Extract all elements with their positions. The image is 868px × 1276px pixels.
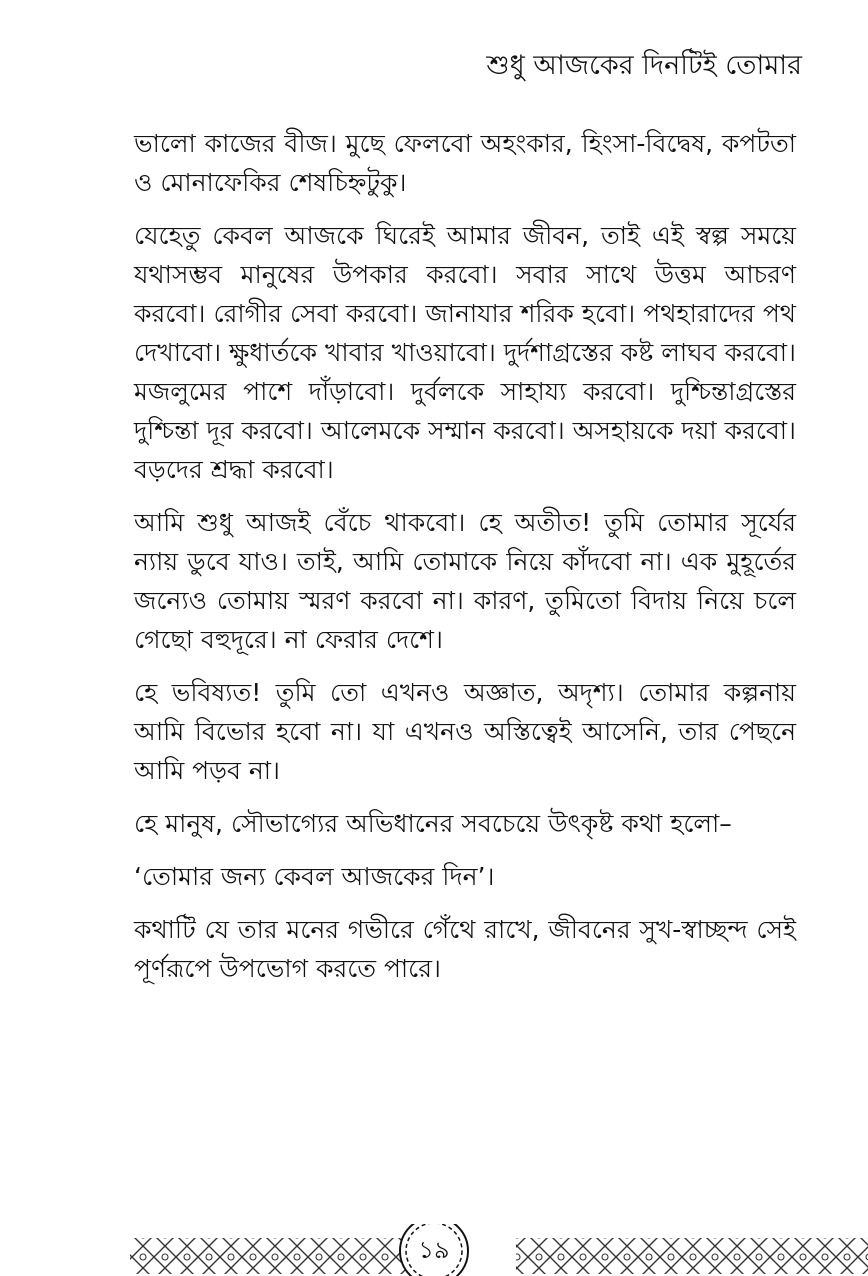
page-number: ১৯ <box>418 1236 450 1264</box>
ornament-band-left <box>130 1238 420 1274</box>
paragraph-2: যেহেতু কেবল আজকে ঘিরেই আমার জীবন, তাই এই স্বল্প সময়ে যথাসম্ভব মানুষের উপকার করবো। সবার সাথে উত্তম আচরণ করবো। রোগীর সেবা করবো। জানাযার শরিক হবো। পথহারাদের পথ দেখাবো। ক্ষুধার্তকে খাবার খাওয়াবো। দুর্দশাগ্রস্তের কষ্ট লাঘব করবো। মজলুমের পাশে দাঁড়াবো। দুর্বলকে সাহায্য করবো। দুশ্চিন্তাগ্রস্তের দুশ্চিন্তা দূর করবো। আলেমকে সম্মান করবো। অসহায়কে দয়া করবো। বড়দের শ্রদ্ধা করবো। <box>134 221 796 484</box>
running-header: শুধু আজকের দিনটিই তোমার <box>486 50 802 81</box>
ornament-band-right <box>516 1238 868 1274</box>
paragraph-4: হে ভবিষ্যত! তুমি তো এখনও অজ্ঞাত, অদৃশ্য। তোমার কল্পনায় আমি বিভোর হবো না। যা এখনও অস্তিত্বেই আসেনি, তার পেছনে আমি পড়ব না। <box>134 678 796 785</box>
paragraph-5: হে মানুষ, সৌভাগ্যের অভিধানের সবচেয়ে উৎকৃষ্ট কথা হলো– <box>134 809 732 838</box>
paragraph-1: ভালো কাজের বীজ। মুছে ফেলবো অহংকার, হিংসা-বিদ্বেষ, কপটতা ও মোনাফেকির শেষচিহ্নটুকু। <box>134 129 796 197</box>
paragraph-7: কথাটি যে তার মনের গভীরে গেঁথে রাখে, জীবনের সুখ-স্বাচ্ছন্দ সেই পূর্ণরূপে উপভোগ করতে পারে। <box>134 915 796 983</box>
paragraph-6: ‘তোমার জন্য কেবল আজকের দিন’। <box>134 862 495 891</box>
body-text <box>134 124 796 1002</box>
paragraph-3: আমি শুধু আজই বেঁচে থাকবো। হে অতীত! তুমি তোমার সূর্যের ন্যায় ডুবে যাও। তাই, আমি তোমাকে নিয়ে কাঁদবো না। এক মুহূর্তের জন্যেও তোমায় স্মরণ করবো না। কারণ, তুমিতো বিদায় নিয়ে চলে গেছো বহুদূরে। না ফেরার দেশে। <box>134 508 796 654</box>
